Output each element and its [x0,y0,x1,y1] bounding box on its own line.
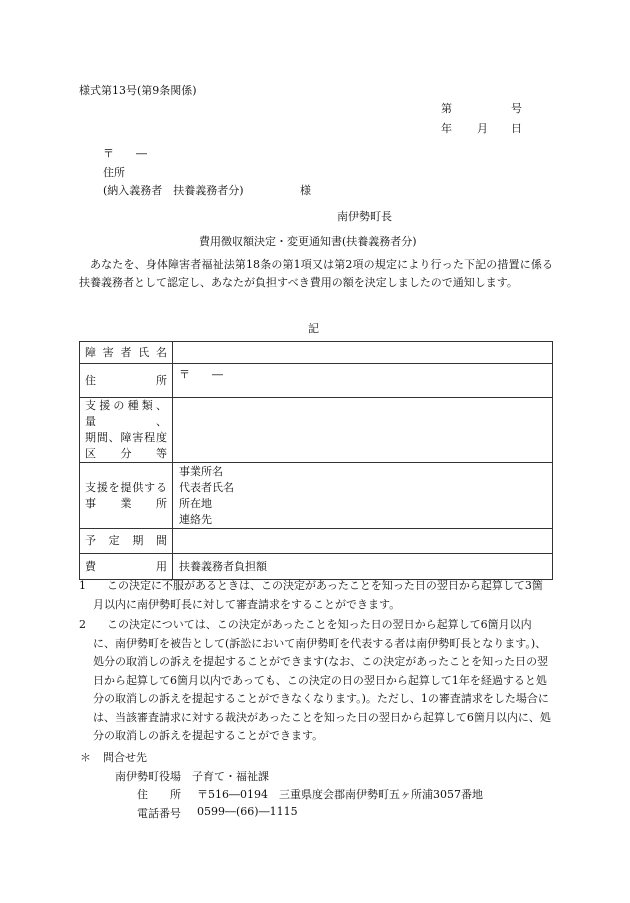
contact-address-label: 住 所 [137,788,181,801]
label-period: 予定期間 [80,529,173,554]
contact-mark: ＊ [80,751,91,764]
issuer: 南伊勢町長 [337,210,392,223]
label-disabled-name: 障害者氏名 [80,342,173,364]
value-disabled-name [173,342,553,364]
contact-tel-value: 0599―(66)―1115 [197,805,298,818]
date-month: 月 [477,122,488,135]
note-2: 2 この決定については、この決定があったことを知った日の翌日から起算して6箇月以内に、南伊勢町を被告として(訴訟において南伊勢町を代表する者は南伊勢町長となります。)、処分の取消しの訴えを提起することができます(なお、この決定があったことを知った日の翌日から起算して6箇月以内であっても、この決定の日の翌日から起算して1年を経過すると処分の取消しの訴えを提起することができなくなります。)。ただし、1の審査請求をした場合には、当該審査請求に対する裁決があったことを知った日の翌日から起算して6箇月以内に、処分の取消しの訴えを提起することができます。 [79,618,551,742]
note-1: 1 この決定に不服があるときは、この決定があったことを知った日の翌日から起算して3箇月以内に南伊勢町長に対して審査請求をすることができます。 [79,579,543,611]
date-year: 年 [441,122,452,135]
value-cost: 扶養義務者負担額 [173,554,553,580]
number-go: 号 [511,102,522,115]
form-header: 様式第13号(第9条関係) [79,84,197,97]
ki-label: 記 [308,322,319,335]
recipient-address-label: 住所 [103,166,125,179]
contact-address-value: 〒516―0194 三重県度会郡南伊勢町五ヶ所浦3057番地 [197,788,483,801]
label-support-type: 支援の種類、量、 期間、障害程度 区分等 [80,398,173,463]
date-day: 日 [511,122,522,135]
recipient-addressee: (納入義務者 扶養義務者分) [103,184,244,197]
value-support-type [173,398,553,463]
detail-table [79,341,553,580]
value-provider: 事業所名 代表者氏名 所在地 連絡先 [173,463,553,529]
label-address: 住所 [80,364,173,398]
contact-tel-label: 電話番号 [137,807,181,820]
contact-office: 南伊勢町役場 子育て・福祉課 [115,770,269,783]
label-provider: 支援を提供する 事業所 [80,463,173,529]
document-title: 費用徴収額決定・変更通知書(扶養義務者分) [199,235,417,248]
label-cost: 費用 [80,554,173,580]
value-period [173,529,553,554]
recipient-postal: 〒 ― [103,147,147,160]
recipient-sama: 様 [300,184,311,197]
number-dai: 第 [441,102,452,115]
contact-heading: 問合せ先 [103,751,147,764]
intro-paragraph: あなたを、身体障害者福祉法第18条の第1項又は第2項の規定により行った下記の措置に係る扶養義務者として認定し、あなたが負担すべき費用の額を決定しましたので通知します。 [79,258,553,289]
value-address: 〒 ― [173,364,553,398]
